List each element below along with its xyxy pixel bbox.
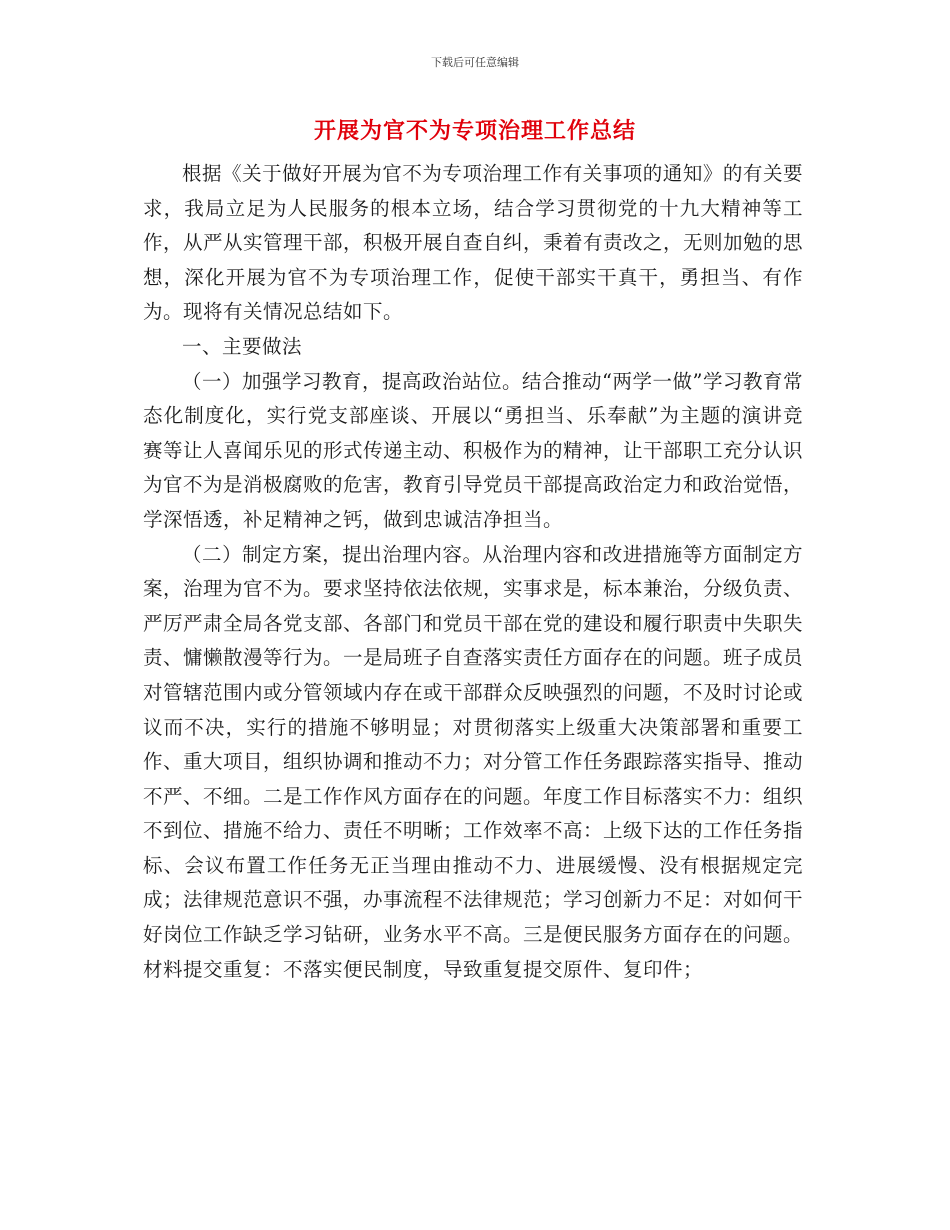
section-heading-main-practices: 一、主要做法: [182, 334, 303, 358]
paragraph-intro: 根据《关于做好开展为官不为专项治理工作有关事项的通知》的有关要求，我局立足为人民服务的根本立场，结合学习贯彻党的十九大精神等工作，从严从实管理干部，积极开展自查自纠，秉着有责改之，无则加勉的思想，深化开展为官不为专项治理工作，促使干部实干真干，勇担当、有作为。现将有关情况总结如下。: [143, 162, 804, 324]
document-body: [143, 157, 803, 987]
header-note: 下载后可任意编辑: [431, 56, 519, 69]
paragraph-governance-plan: （二）制定方案，提出治理内容。从治理内容和改进措施等方面制定方案，治理为官不为。要求坚持依法依规，实事求是，标本兼治，分级负责、严厉严肃全局各党支部、各部门和党员干部在党的建设和履行职责中失职失责、慵懒散漫等行为。一是局班子自查落实责任方面存在的问题。班子成员对管辖范围内或分管领域内存在或干部群众反映强烈的问题，不及时讨论或议而不决，实行的措施不够明显；对贯彻落实上级重大决策部署和重要工作、重大项目，组织协调和推动不力；对分管工作任务跟踪落实指导、推动不严、不细。二是工作作风方面存在的问题。年度工作目标落实不力：组织不到位、措施不给力、责任不明晰；工作效率不高：上级下达的工作任务指标、会议布置工作任务无正当理由推动不力、进展缓慢、没有根据规定完成；法律规范意识不强，办事流程不法律规范；学习创新力不足：对如何干好岗位工作缺乏学习钻研，业务水平不高。三是便民服务方面存在的问题。材料提交重复：不落实便民制度，导致重复提交原件、复印件；: [143, 542, 804, 981]
document-title: 开展为官不为专项治理工作总结: [313, 119, 636, 144]
paragraph-study-education: （一）加强学习教育，提高政治站位。结合推动“两学一做”学习教育常态化制度化，实行党支部座谈、开展以“勇担当、乐奉献”为主题的演讲竞赛等让人喜闻乐见的形式传递主动、积极作为的精神，让干部职工充分认识为官不为是消极腐败的危害，教育引导党员干部提高政治定力和政治觉悟，学深悟透，补足精神之钙，做到忠诚洁净担当。: [143, 369, 804, 531]
